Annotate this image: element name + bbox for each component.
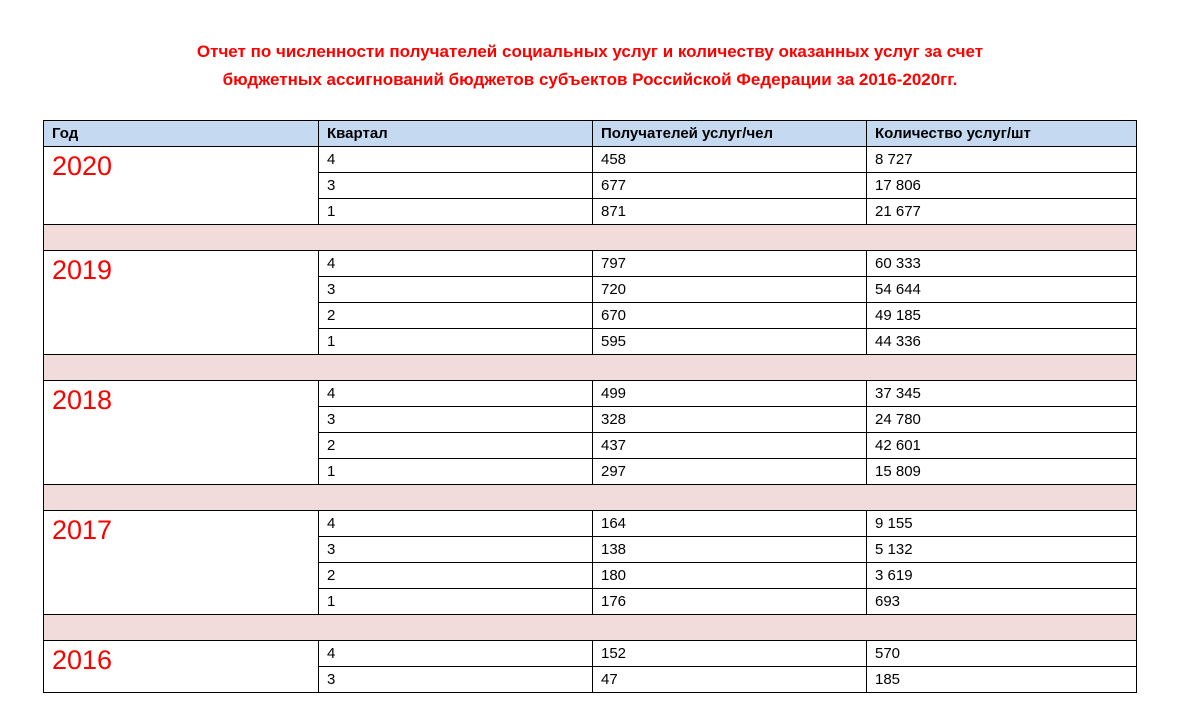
quarter-cell: 1	[319, 199, 593, 225]
recipients-cell: 176	[593, 589, 867, 615]
quarter-cell: 3	[319, 667, 593, 693]
services-cell: 3 619	[867, 563, 1137, 589]
quarter-cell: 1	[319, 329, 593, 355]
quarter-cell: 3	[319, 173, 593, 199]
quarter-cell: 3	[319, 407, 593, 433]
recipients-cell: 138	[593, 537, 867, 563]
quarter-cell: 3	[319, 537, 593, 563]
year-separator-cell	[44, 615, 1137, 641]
services-cell: 15 809	[867, 459, 1137, 485]
header-quarter: Квартал	[319, 121, 593, 147]
recipients-cell: 595	[593, 329, 867, 355]
quarter-cell: 1	[319, 459, 593, 485]
year-separator-cell	[44, 355, 1137, 381]
recipients-cell: 499	[593, 381, 867, 407]
services-cell: 185	[867, 667, 1137, 693]
services-cell: 570	[867, 641, 1137, 667]
services-cell: 8 727	[867, 147, 1137, 173]
services-cell: 37 345	[867, 381, 1137, 407]
year-cell: 2018	[44, 381, 319, 485]
quarter-cell: 4	[319, 641, 593, 667]
year-separator-row	[44, 485, 1137, 511]
quarter-cell: 4	[319, 251, 593, 277]
recipients-cell: 871	[593, 199, 867, 225]
services-cell: 17 806	[867, 173, 1137, 199]
quarter-cell: 2	[319, 303, 593, 329]
services-cell: 5 132	[867, 537, 1137, 563]
recipients-cell: 720	[593, 277, 867, 303]
quarter-cell: 4	[319, 381, 593, 407]
recipients-cell: 458	[593, 147, 867, 173]
header-services: Количество услуг/шт	[867, 121, 1137, 147]
year-cell: 2020	[44, 147, 319, 225]
services-cell: 42 601	[867, 433, 1137, 459]
year-separator-row	[44, 355, 1137, 381]
year-separator-row	[44, 225, 1137, 251]
services-cell: 21 677	[867, 199, 1137, 225]
recipients-cell: 328	[593, 407, 867, 433]
recipients-cell: 164	[593, 511, 867, 537]
year-separator-cell	[44, 225, 1137, 251]
recipients-cell: 797	[593, 251, 867, 277]
table-row	[44, 641, 1137, 667]
recipients-cell: 437	[593, 433, 867, 459]
table-row	[44, 251, 1137, 277]
recipients-cell: 677	[593, 173, 867, 199]
year-separator-cell	[44, 485, 1137, 511]
table-row	[44, 147, 1137, 173]
table-header-row	[44, 121, 1137, 147]
table-row	[44, 511, 1137, 537]
recipients-cell: 47	[593, 667, 867, 693]
year-separator-row	[44, 615, 1137, 641]
services-cell: 49 185	[867, 303, 1137, 329]
quarter-cell: 4	[319, 147, 593, 173]
services-cell: 9 155	[867, 511, 1137, 537]
quarter-cell: 1	[319, 589, 593, 615]
report-title-line-2: бюджетных ассигнований бюджетов субъектов Российской Федерации за 2016-2020гг.	[222, 70, 958, 89]
services-cell: 60 333	[867, 251, 1137, 277]
table-row	[44, 381, 1137, 407]
year-cell: 2017	[44, 511, 319, 615]
quarter-cell: 2	[319, 433, 593, 459]
recipients-cell: 297	[593, 459, 867, 485]
header-year: Год	[44, 121, 319, 147]
services-cell: 44 336	[867, 329, 1137, 355]
report-title-line-1: Отчет по численности получателей социальных услуг и количеству оказанных услуг за счет	[196, 42, 984, 61]
services-cell: 693	[867, 589, 1137, 615]
header-recipients: Получателей услуг/чел	[593, 121, 867, 147]
table-body	[44, 147, 1137, 693]
quarter-cell: 4	[319, 511, 593, 537]
recipients-cell: 180	[593, 563, 867, 589]
recipients-cell: 670	[593, 303, 867, 329]
quarter-cell: 2	[319, 563, 593, 589]
services-cell: 54 644	[867, 277, 1137, 303]
report-table	[43, 120, 1137, 693]
quarter-cell: 3	[319, 277, 593, 303]
report-title	[0, 38, 1180, 94]
recipients-cell: 152	[593, 641, 867, 667]
year-cell: 2019	[44, 251, 319, 355]
year-cell: 2016	[44, 641, 319, 693]
services-cell: 24 780	[867, 407, 1137, 433]
